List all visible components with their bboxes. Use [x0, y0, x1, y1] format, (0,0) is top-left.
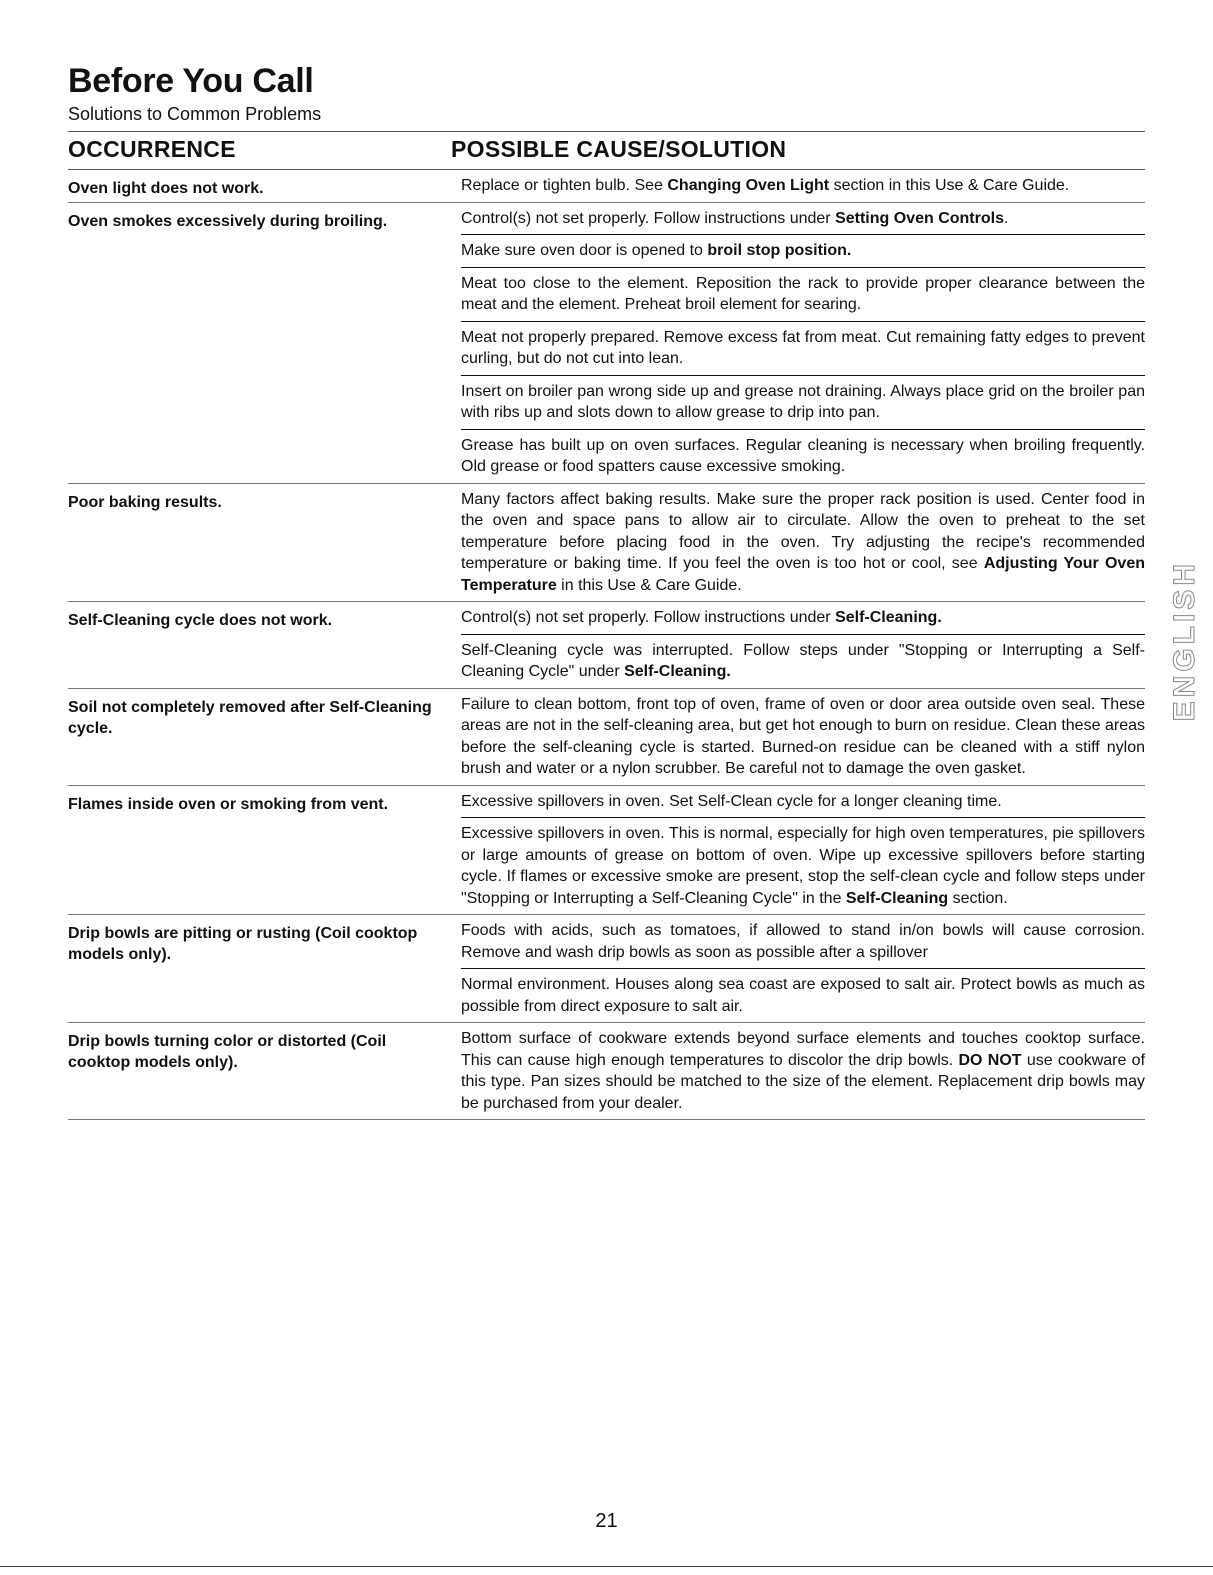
solution-text: Replace or tighten bulb. See	[461, 177, 668, 194]
solution-reference: Setting Oven Controls	[835, 209, 1004, 227]
solution-reference: Self-Cleaning	[845, 889, 949, 907]
solution-reference: Self-Cleaning.	[624, 663, 731, 680]
table-row	[68, 602, 1145, 689]
solution-item	[461, 234, 1145, 267]
solution-item	[461, 170, 1145, 202]
solution-text: Grease has built up on oven surfaces. Regular cleaning is necessary when broiling frequently. Old grease or food spatters cause excessive smoking.	[461, 436, 1145, 475]
solution-text: Control(s) not set properly. Follow instructions under	[461, 609, 836, 626]
column-header-solution: POSSIBLE CAUSE/SOLUTION	[451, 136, 787, 162]
solution-cell	[461, 602, 1145, 688]
solution-text: Make sure oven door is opened to	[461, 242, 708, 259]
page-title: Before You Call	[68, 62, 314, 100]
language-tab: ENGLISH	[1168, 560, 1201, 722]
solution-item	[461, 203, 1145, 235]
solution-item	[461, 817, 1145, 914]
table-row	[68, 786, 1145, 916]
solution-cell	[461, 1023, 1145, 1119]
solution-cell	[461, 786, 1145, 915]
occurrence-cell: Drip bowls turning color or distorted (Coil cooktop models only).	[68, 1033, 387, 1071]
solution-reference: Changing Oven Light	[667, 177, 830, 194]
solution-item	[461, 634, 1145, 688]
table-header	[68, 131, 1145, 170]
solution-reference: Adjusting Your Oven Temperature	[461, 555, 1146, 594]
solution-text: Normal environment. Houses along sea coast are exposed to salt air. Protect bowls as much as possible from direct exposure to salt air.	[461, 976, 1145, 1015]
solution-reference: DO NOT	[958, 1051, 1022, 1069]
table-row	[68, 915, 1145, 1023]
occurrence-cell: Drip bowls are pitting or rusting (Coil cooktop models only).	[68, 925, 418, 963]
solution-item	[461, 968, 1145, 1022]
solution-item	[461, 1023, 1145, 1119]
footer-divider	[0, 1566, 1213, 1567]
occurrence-cell: Oven smokes excessively during broiling.	[68, 212, 388, 230]
solution-item	[461, 786, 1145, 818]
table-row	[68, 689, 1145, 786]
page-number: 21	[595, 1510, 618, 1532]
solution-item	[461, 689, 1145, 785]
table-row	[68, 203, 1145, 484]
solution-text: Foods with acids, such as tomatoes, if allowed to stand in/on bowls will cause corrosion. Remove and wash drip bowls as soon as possible after a spillover	[461, 922, 1145, 961]
occurrence-cell: Poor baking results.	[68, 493, 222, 511]
solution-item	[461, 915, 1145, 968]
solution-item	[461, 375, 1145, 429]
occurrence-cell: Oven light does not work.	[68, 180, 264, 197]
table-row	[68, 170, 1145, 203]
solution-text: section.	[948, 889, 1008, 907]
table-row	[68, 1023, 1145, 1120]
solution-text: Meat too close to the element. Reposition the rack to provide proper clearance between the meat and the element. Preheat broil element for searing.	[461, 274, 1145, 313]
solution-text: Control(s) not set properly. Follow instructions under	[461, 209, 836, 227]
solution-text: Many factors affect baking results. Make sure the proper rack position is used. Center food in the oven and space pans to allow air to circulate. Allow the oven to preheat to the set temperature before placing food in the oven. Try adjusting the recipe's recommended temperature or baking time. If you feel the oven is too hot or cool, see	[461, 490, 1145, 572]
solution-cell	[461, 484, 1145, 602]
solution-item	[461, 321, 1145, 375]
solution-item	[461, 602, 1145, 634]
troubleshooting-table	[68, 170, 1145, 1120]
solution-reference: Self-Cleaning.	[835, 609, 942, 626]
solution-text: Self-Cleaning cycle was interrupted. Follow steps under "Stopping or Interrupting a Self-Cleaning Cycle" under	[461, 641, 1145, 680]
solution-text: Excessive spillovers in oven. This is normal, especially for high oven temperatures, pie spillovers or large amounts of grease on bottom of oven. Wipe up excessive spillovers before starting cycle. If flames or excessive smoke are present, stop the self-clean cycle and follow steps under "Stopping or Interrupting a Self-Cleaning Cycle" in the	[461, 825, 1145, 907]
occurrence-cell: Self-Cleaning cycle does not work.	[68, 612, 333, 629]
solution-text: section in this Use & Care Guide.	[829, 177, 1070, 194]
solution-text: Excessive spillovers in oven. Set Self-Clean cycle for a longer cleaning time.	[461, 792, 1002, 810]
document-page	[68, 62, 1145, 1120]
solution-text: use cookware of this type. Pan sizes should be matched to the size of the element. Replacement drip bowls may be purchased from your dealer.	[461, 1051, 1146, 1112]
table-row	[68, 484, 1145, 603]
column-header-occurrence: OCCURRENCE	[68, 136, 236, 162]
solution-text: Failure to clean bottom, front top of oven, frame of oven or door area outside oven seal. These areas are not in the self-cleaning area, but get hot enough to burn on residue. Clean these areas before the self-cleaning cycle is started. Burned-on residue can be cleaned with a stiff nylon brush and water or a nylon scrubber. Be careful not to damage the oven gasket.	[461, 695, 1145, 777]
occurrence-cell: Soil not completely removed after Self-Cleaning cycle.	[68, 698, 432, 737]
solution-item	[461, 484, 1145, 602]
solution-reference: broil stop position.	[707, 242, 852, 259]
solution-text: Bottom surface of cookware extends beyond surface elements and touches cooktop surface. This can cause high enough temperatures to discolor the drip bowls.	[461, 1030, 1145, 1069]
page-subtitle: Solutions to Common Problems	[68, 104, 322, 124]
solution-item	[461, 429, 1145, 483]
solution-item	[461, 267, 1145, 321]
solution-cell	[461, 170, 1145, 202]
solution-text: Meat not properly prepared. Remove excess fat from meat. Cut remaining fatty edges to prevent curling, but do not cut into lean.	[461, 328, 1145, 367]
solution-text: .	[1003, 209, 1009, 227]
solution-text: Insert on broiler pan wrong side up and grease not draining. Always place grid on the broiler pan with ribs up and slots down to allow grease to drip into pan.	[461, 382, 1145, 421]
solution-text: in this Use & Care Guide.	[556, 576, 742, 594]
solution-cell	[461, 203, 1145, 483]
occurrence-cell: Flames inside oven or smoking from vent.	[68, 795, 389, 813]
solution-cell	[461, 915, 1145, 1022]
solution-cell	[461, 689, 1145, 785]
